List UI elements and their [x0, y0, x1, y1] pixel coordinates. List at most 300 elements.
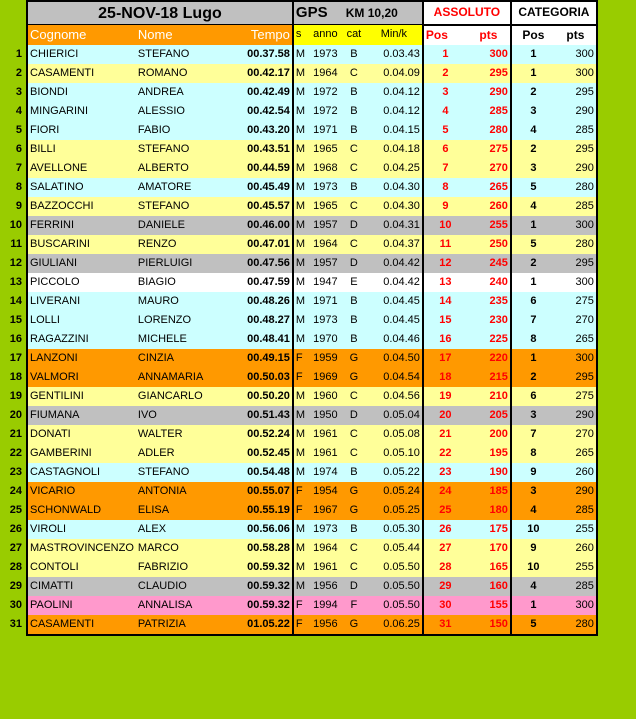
cell-mink: 0.05.50 [366, 596, 423, 615]
cell-pts-assoluto: 155 [467, 596, 511, 615]
cell-cognome: BUSCARINI [27, 235, 136, 254]
cell-pts-categoria: 290 [555, 159, 597, 178]
cell-pos-assoluto: 16 [423, 330, 467, 349]
header-s: s [293, 25, 309, 45]
cell-s: M [293, 83, 309, 102]
row-number: 18 [9, 370, 22, 383]
table-row [0, 368, 597, 387]
table-row [0, 121, 597, 140]
header-pts: pts [467, 25, 511, 45]
categoria-title: CATEGORIA [511, 1, 597, 25]
cell-mink: 0.04.42 [366, 254, 423, 273]
cell-pts-categoria: 300 [555, 45, 597, 64]
row-number: 7 [15, 161, 22, 174]
cell-tempo: 00.50.20 [240, 387, 293, 406]
cell-pos-categoria: 7 [511, 311, 555, 330]
table-row [0, 254, 597, 273]
cell-pos-assoluto: 3 [423, 83, 467, 102]
cell-cat: C [342, 64, 366, 83]
cell-s: M [293, 387, 309, 406]
cell-cognome: GIULIANI [27, 254, 136, 273]
cell-tempo: 00.55.07 [240, 482, 293, 501]
table-row [0, 349, 597, 368]
cell-cat: B [342, 292, 366, 311]
cell-pos-assoluto: 14 [423, 292, 467, 311]
cell-cognome: CHIERICI [27, 45, 136, 64]
cell-pts-categoria: 280 [555, 235, 597, 254]
cell-tempo: 00.52.45 [240, 444, 293, 463]
gps-km-title [293, 1, 423, 25]
cell-mink: 0.05.22 [366, 463, 423, 482]
row-number: 6 [15, 142, 22, 155]
cell-cat: E [342, 273, 366, 292]
cell-pts-assoluto: 170 [467, 539, 511, 558]
cell-cat: B [342, 178, 366, 197]
cell-cat: B [342, 311, 366, 330]
cell-pos-assoluto: 24 [423, 482, 467, 501]
cell-tempo: 00.42.54 [240, 102, 293, 121]
header-nome: Nome [136, 25, 240, 45]
cell-nome: MARCO [136, 539, 240, 558]
cell-mink: 0.05.24 [366, 482, 423, 501]
cell-pos-assoluto: 6 [423, 140, 467, 159]
cell-pts-categoria: 270 [555, 311, 597, 330]
cell-mink: 0.04.30 [366, 178, 423, 197]
cell-mink: 0.05.50 [366, 577, 423, 596]
cell-pos-categoria: 1 [511, 596, 555, 615]
cell-anno: 1964 [309, 539, 342, 558]
cell-tempo: 00.55.19 [240, 501, 293, 520]
cell-tempo: 00.50.03 [240, 368, 293, 387]
cell-cognome: SCHONWALD [27, 501, 136, 520]
cell-pos-assoluto: 8 [423, 178, 467, 197]
table-row [0, 140, 597, 159]
cell-pts-categoria: 260 [555, 539, 597, 558]
cell-pos-categoria: 3 [511, 102, 555, 121]
cell-mink: 0.04.09 [366, 64, 423, 83]
cell-pts-categoria: 265 [555, 330, 597, 349]
cell-pts-assoluto: 180 [467, 501, 511, 520]
row-number: 17 [9, 351, 22, 364]
row-number: 2 [15, 66, 22, 79]
cell-pos-categoria: 4 [511, 577, 555, 596]
cell-pos-categoria: 6 [511, 292, 555, 311]
cell-cognome: CIMATTI [27, 577, 136, 596]
cell-pos-assoluto: 1 [423, 45, 467, 64]
table-row [0, 444, 597, 463]
cell-cat: D [342, 216, 366, 235]
row-number: 8 [15, 180, 22, 193]
cell-tempo: 00.48.27 [240, 311, 293, 330]
cell-anno: 1961 [309, 425, 342, 444]
cell-nome: BIAGIO [136, 273, 240, 292]
cell-pts-categoria: 275 [555, 387, 597, 406]
cell-pts-assoluto: 270 [467, 159, 511, 178]
cell-anno: 1967 [309, 501, 342, 520]
cell-cat: D [342, 406, 366, 425]
cell-nome: ANTONIA [136, 482, 240, 501]
cell-cognome: CASAMENTI [27, 64, 136, 83]
cell-cat: B [342, 102, 366, 121]
cell-pts-assoluto: 215 [467, 368, 511, 387]
cell-s: M [293, 140, 309, 159]
cell-cognome: CASAMENTI [27, 615, 136, 635]
cell-cognome: RAGAZZINI [27, 330, 136, 349]
table-row [0, 159, 597, 178]
cell-pos-categoria: 1 [511, 273, 555, 292]
cell-pos-categoria: 10 [511, 558, 555, 577]
cell-s: M [293, 463, 309, 482]
cell-pts-categoria: 300 [555, 216, 597, 235]
cell-anno: 1971 [309, 121, 342, 140]
cell-pts-assoluto: 225 [467, 330, 511, 349]
cell-pos-assoluto: 10 [423, 216, 467, 235]
cell-tempo: 00.47.01 [240, 235, 293, 254]
row-number: 14 [9, 294, 22, 307]
cell-nome: WALTER [136, 425, 240, 444]
cell-mink: 0.04.54 [366, 368, 423, 387]
cell-cognome: LIVERANI [27, 292, 136, 311]
cell-nome: IVO [136, 406, 240, 425]
cell-pts-categoria: 295 [555, 368, 597, 387]
cell-pos-categoria: 1 [511, 45, 555, 64]
cell-mink: 0.04.12 [366, 83, 423, 102]
cell-s: M [293, 64, 309, 83]
table-row [0, 520, 597, 539]
cell-tempo: 01.05.22 [240, 615, 293, 635]
cell-anno: 1971 [309, 292, 342, 311]
cell-mink: 0.04.25 [366, 159, 423, 178]
row-number: 4 [15, 104, 22, 117]
cell-pts-categoria: 270 [555, 425, 597, 444]
cell-cognome: AVELLONE [27, 159, 136, 178]
cell-pts-categoria: 265 [555, 444, 597, 463]
cell-cognome: PICCOLO [27, 273, 136, 292]
cell-s: F [293, 501, 309, 520]
cell-cat: B [342, 121, 366, 140]
cell-pos-assoluto: 23 [423, 463, 467, 482]
table-row [0, 596, 597, 615]
cell-cat: C [342, 387, 366, 406]
cell-pts-categoria: 295 [555, 83, 597, 102]
cell-pos-assoluto: 30 [423, 596, 467, 615]
cell-s: M [293, 216, 309, 235]
cell-pos-categoria: 6 [511, 387, 555, 406]
cell-pos-assoluto: 15 [423, 311, 467, 330]
race-date-place: 25-NOV-18 Lugo [27, 1, 293, 25]
assoluto-title: ASSOLUTO [423, 1, 511, 25]
cell-pos-categoria: 8 [511, 330, 555, 349]
cell-tempo: 00.49.15 [240, 349, 293, 368]
cell-anno: 1956 [309, 615, 342, 635]
cell-pos-categoria: 4 [511, 121, 555, 140]
cell-pts-assoluto: 210 [467, 387, 511, 406]
cell-cognome: GENTILINI [27, 387, 136, 406]
cell-tempo: 00.56.06 [240, 520, 293, 539]
header-row [0, 25, 597, 45]
cell-pos-categoria: 1 [511, 349, 555, 368]
row-number: 3 [15, 85, 22, 98]
cell-cat: C [342, 425, 366, 444]
cell-mink: 0.04.46 [366, 330, 423, 349]
cell-cognome: FERRINI [27, 216, 136, 235]
cell-anno: 1970 [309, 330, 342, 349]
cell-cognome: CONTOLI [27, 558, 136, 577]
cell-s: M [293, 311, 309, 330]
table-row [0, 330, 597, 349]
cell-pos-assoluto: 22 [423, 444, 467, 463]
cell-pos-assoluto: 11 [423, 235, 467, 254]
cell-cat: G [342, 368, 366, 387]
cell-pos-assoluto: 18 [423, 368, 467, 387]
row-number: 12 [9, 256, 22, 269]
cell-s: F [293, 482, 309, 501]
cell-cat: G [342, 482, 366, 501]
cell-pos-categoria: 2 [511, 83, 555, 102]
cell-anno: 1968 [309, 159, 342, 178]
cell-anno: 1973 [309, 178, 342, 197]
cell-anno: 1947 [309, 273, 342, 292]
cell-s: F [293, 368, 309, 387]
cell-pts-assoluto: 245 [467, 254, 511, 273]
cell-nome: MAURO [136, 292, 240, 311]
cell-cat: B [342, 45, 366, 64]
cell-anno: 1969 [309, 368, 342, 387]
cell-cognome: MASTROVINCENZO [27, 539, 136, 558]
row-number: 31 [9, 618, 22, 630]
row-number: 5 [15, 123, 22, 136]
cell-pos-categoria: 2 [511, 368, 555, 387]
table-row [0, 387, 597, 406]
table-row [0, 292, 597, 311]
title-row [0, 1, 597, 25]
cell-pts-categoria: 300 [555, 64, 597, 83]
row-number: 25 [9, 503, 22, 516]
cell-nome: LORENZO [136, 311, 240, 330]
header-anno: anno [309, 25, 342, 45]
cell-pts-categoria: 290 [555, 406, 597, 425]
cell-pts-assoluto: 285 [467, 102, 511, 121]
cell-s: M [293, 273, 309, 292]
cell-mink: 0.03.43 [366, 45, 423, 64]
cell-cognome: PAOLINI [27, 596, 136, 615]
cell-pts-assoluto: 255 [467, 216, 511, 235]
cell-s: M [293, 45, 309, 64]
cell-s: F [293, 615, 309, 635]
cell-pts-categoria: 275 [555, 292, 597, 311]
cell-pos-assoluto: 20 [423, 406, 467, 425]
cell-pos-assoluto: 19 [423, 387, 467, 406]
cell-nome: MICHELE [136, 330, 240, 349]
cell-nome: ROMANO [136, 64, 240, 83]
row-number: 16 [9, 332, 22, 345]
cell-pts-assoluto: 280 [467, 121, 511, 140]
cell-mink: 0.05.08 [366, 425, 423, 444]
cell-pos-categoria: 4 [511, 197, 555, 216]
cell-pos-categoria: 4 [511, 501, 555, 520]
cell-mink: 0.05.25 [366, 501, 423, 520]
cell-pos-categoria: 3 [511, 482, 555, 501]
cell-nome: STEFANO [136, 140, 240, 159]
cell-pts-categoria: 285 [555, 121, 597, 140]
cell-pts-assoluto: 300 [467, 45, 511, 64]
header-pos-cat: Pos [511, 25, 555, 45]
cell-pos-categoria: 1 [511, 64, 555, 83]
cell-mink: 0.04.42 [366, 273, 423, 292]
header-cat: cat [342, 25, 366, 45]
cell-cognome: BILLI [27, 140, 136, 159]
cell-pos-categoria: 3 [511, 406, 555, 425]
cell-mink: 0.04.18 [366, 140, 423, 159]
cell-pts-assoluto: 185 [467, 482, 511, 501]
cell-pos-assoluto: 13 [423, 273, 467, 292]
cell-pts-assoluto: 150 [467, 615, 511, 635]
row-number: 19 [9, 389, 22, 402]
cell-tempo: 00.54.48 [240, 463, 293, 482]
cell-nome: ALBERTO [136, 159, 240, 178]
cell-s: F [293, 596, 309, 615]
header-cognome: Cognome [27, 25, 136, 45]
cell-pos-categoria: 5 [511, 615, 555, 635]
cell-anno: 1961 [309, 444, 342, 463]
cell-tempo: 00.43.20 [240, 121, 293, 140]
cell-cat: B [342, 463, 366, 482]
cell-pos-categoria: 1 [511, 216, 555, 235]
cell-pos-categoria: 8 [511, 444, 555, 463]
row-number: 27 [9, 541, 22, 554]
cell-pos-categoria: 9 [511, 539, 555, 558]
table-row [0, 178, 597, 197]
cell-anno: 1954 [309, 482, 342, 501]
cell-s: M [293, 235, 309, 254]
table-row [0, 45, 597, 64]
cell-nome: GIANCARLO [136, 387, 240, 406]
header-pts-cat: pts [555, 25, 597, 45]
cell-anno: 1972 [309, 102, 342, 121]
km-label: KM 10,20 [345, 6, 398, 20]
cell-mink: 0.05.44 [366, 539, 423, 558]
row-number: 20 [9, 408, 22, 421]
cell-cat: B [342, 330, 366, 349]
cell-nome: PIERLUIGI [136, 254, 240, 273]
cell-cat: C [342, 140, 366, 159]
cell-pts-categoria: 255 [555, 520, 597, 539]
cell-anno: 1965 [309, 197, 342, 216]
table-row [0, 425, 597, 444]
cell-nome: ELISA [136, 501, 240, 520]
row-number: 21 [9, 427, 22, 440]
cell-pos-assoluto: 17 [423, 349, 467, 368]
table-row [0, 83, 597, 102]
cell-pos-assoluto: 2 [423, 64, 467, 83]
cell-anno: 1956 [309, 577, 342, 596]
cell-pts-assoluto: 240 [467, 273, 511, 292]
cell-mink: 0.05.50 [366, 558, 423, 577]
cell-s: M [293, 425, 309, 444]
cell-anno: 1973 [309, 45, 342, 64]
cell-anno: 1994 [309, 596, 342, 615]
cell-anno: 1957 [309, 216, 342, 235]
cell-cat: D [342, 577, 366, 596]
cell-pts-assoluto: 160 [467, 577, 511, 596]
cell-pos-assoluto: 31 [423, 615, 467, 635]
cell-cat: C [342, 235, 366, 254]
cell-s: M [293, 406, 309, 425]
cell-pos-categoria: 10 [511, 520, 555, 539]
row-number: 30 [9, 598, 22, 611]
cell-anno: 1973 [309, 520, 342, 539]
table-row [0, 406, 597, 425]
cell-pos-assoluto: 9 [423, 197, 467, 216]
table-row [0, 197, 597, 216]
cell-mink: 0.04.31 [366, 216, 423, 235]
cell-pos-categoria: 5 [511, 178, 555, 197]
cell-s: M [293, 197, 309, 216]
cell-pos-assoluto: 7 [423, 159, 467, 178]
cell-cognome: MINGARINI [27, 102, 136, 121]
cell-tempo: 00.43.51 [240, 140, 293, 159]
cell-anno: 1974 [309, 463, 342, 482]
cell-cognome: SALATINO [27, 178, 136, 197]
cell-anno: 1965 [309, 140, 342, 159]
cell-anno: 1959 [309, 349, 342, 368]
cell-pos-categoria: 2 [511, 254, 555, 273]
cell-tempo: 00.44.59 [240, 159, 293, 178]
row-number: 24 [9, 484, 22, 497]
cell-pts-assoluto: 205 [467, 406, 511, 425]
cell-s: M [293, 558, 309, 577]
cell-nome: AMATORE [136, 178, 240, 197]
cell-mink: 0.04.37 [366, 235, 423, 254]
cell-cognome: BAZZOCCHI [27, 197, 136, 216]
row-number: 22 [9, 446, 22, 459]
cell-nome: STEFANO [136, 463, 240, 482]
cell-cognome: LANZONI [27, 349, 136, 368]
cell-pts-categoria: 285 [555, 501, 597, 520]
cell-nome: ALEX [136, 520, 240, 539]
cell-cat: C [342, 159, 366, 178]
cell-nome: PATRIZIA [136, 615, 240, 635]
cell-cognome: FIORI [27, 121, 136, 140]
cell-s: M [293, 292, 309, 311]
cell-anno: 1961 [309, 558, 342, 577]
cell-cat: G [342, 349, 366, 368]
row-number: 28 [9, 560, 22, 573]
cell-pts-assoluto: 235 [467, 292, 511, 311]
cell-cognome: LOLLI [27, 311, 136, 330]
cell-nome: CINZIA [136, 349, 240, 368]
cell-mink: 0.04.12 [366, 102, 423, 121]
row-number: 15 [9, 313, 22, 326]
cell-mink: 0.05.30 [366, 520, 423, 539]
cell-tempo: 00.42.49 [240, 83, 293, 102]
table-row [0, 273, 597, 292]
cell-nome: ANDREA [136, 83, 240, 102]
table-row [0, 482, 597, 501]
cell-anno: 1973 [309, 311, 342, 330]
cell-mink: 0.04.45 [366, 311, 423, 330]
cell-pts-categoria: 285 [555, 197, 597, 216]
cell-nome: RENZO [136, 235, 240, 254]
cell-pts-assoluto: 200 [467, 425, 511, 444]
cell-pos-categoria: 7 [511, 425, 555, 444]
cell-pos-assoluto: 26 [423, 520, 467, 539]
cell-pos-assoluto: 21 [423, 425, 467, 444]
header-tempo: Tempo [240, 25, 293, 45]
cell-tempo: 00.59.32 [240, 596, 293, 615]
cell-pts-categoria: 300 [555, 596, 597, 615]
cell-cat: G [342, 501, 366, 520]
